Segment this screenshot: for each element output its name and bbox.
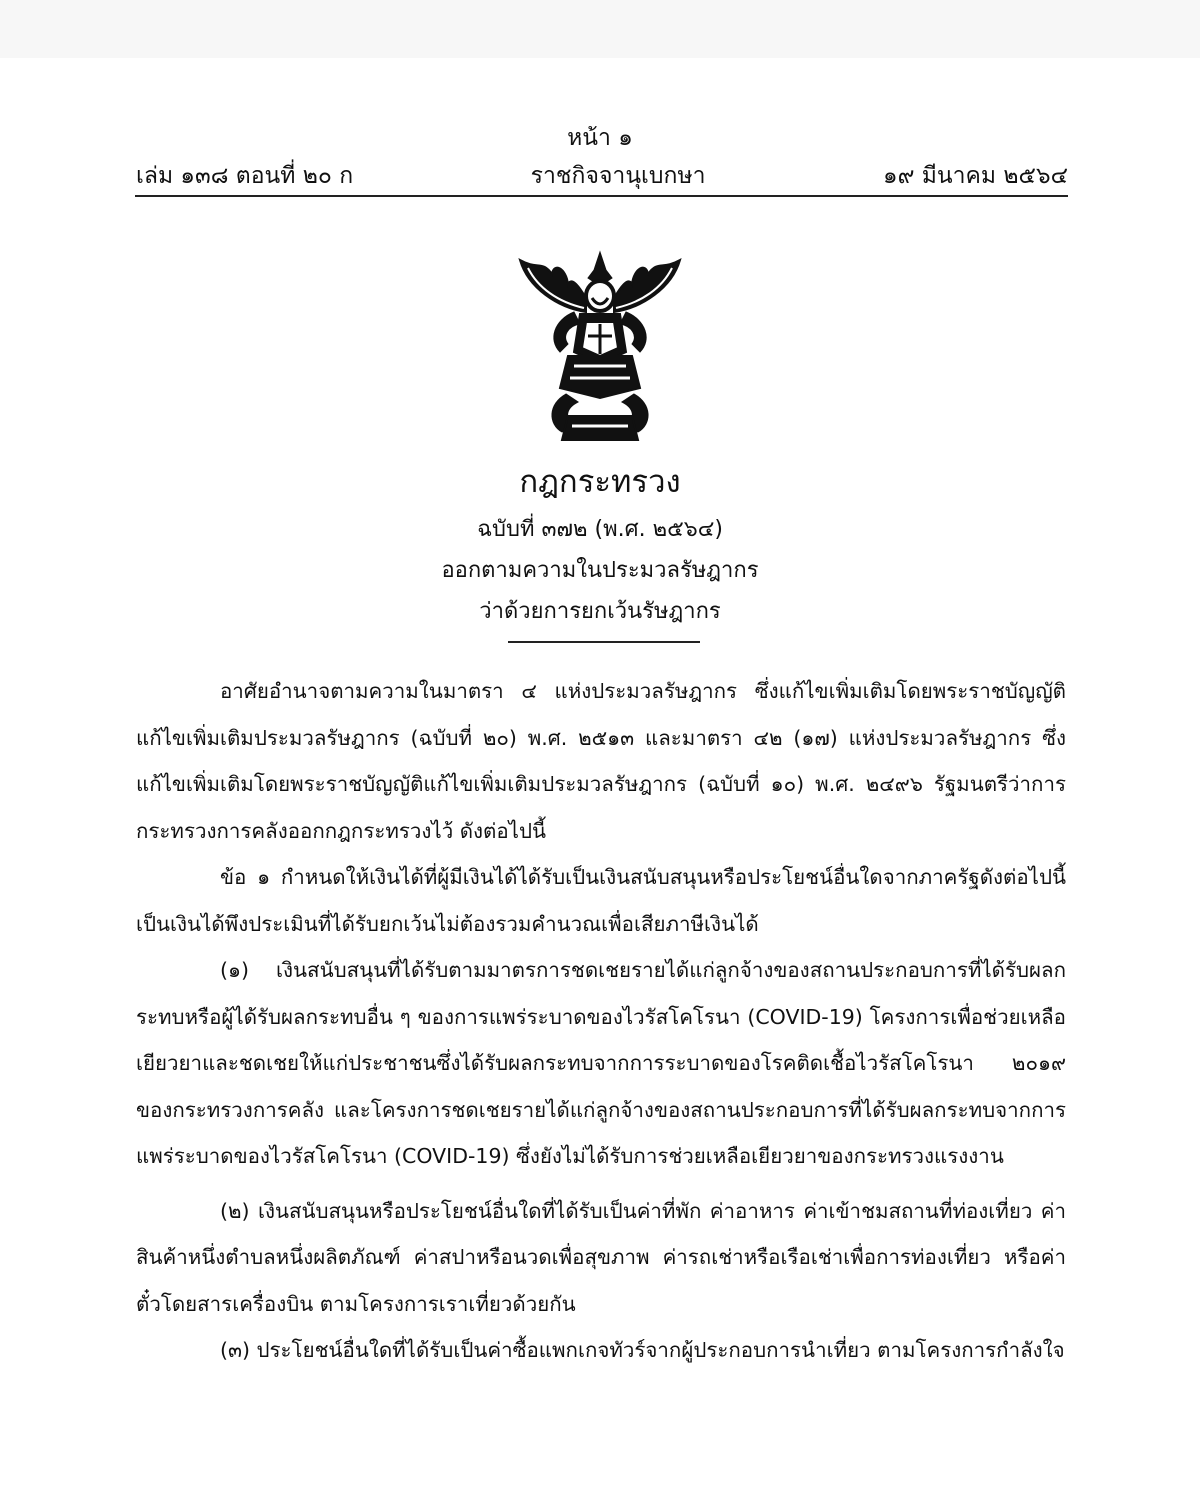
header-divider	[135, 195, 1068, 197]
page-number: หน้า ๑	[567, 125, 633, 151]
gazette-header	[136, 158, 1068, 194]
item-3-paragraph: (๓) ประโยชน์อื่นใดที่ได้รับเป็นค่าซื้อแพกเกจทัวร์จากผู้ประกอบการนำเที่ยว ตามโครงการกำลังใจ	[220, 1338, 1065, 1362]
title-line-1: ออกตามความในประมวลรัษฎากร	[441, 558, 759, 583]
clause-1-paragraph: ข้อ ๑ กำหนดให้เงินได้ที่ผู้มีเงินได้ได้รับเป็นเงินสนับสนุนหรือประโยชน์อื่นใดจากภาครัฐดังต่อไปนี้ เป็นเงินได้พึงประเมินที่ได้รับยกเว้นไม่ต้องรวมคำนวณเพื่อเสียภาษีเงินได้	[136, 865, 1066, 936]
garuda-emblem-icon	[508, 248, 692, 446]
preamble-paragraph: อาศัยอำนาจตามความในมาตรา ๔ แห่งประมวลรัษฎากร ซึ่งแก้ไขเพิ่มเติมโดยพระราชบัญญัติแก้ไขเพิ่มเติมประมวลรัษฎากร (ฉบับที่ ๒๐) พ.ศ. ๒๕๑๓ และมาตรา ๔๒ (๑๗) แห่งประมวลรัษฎากร ซึ่งแก้ไขเพิ่มเติมโดยพระราชบัญญัติแก้ไขเพิ่มเติมประมวลรัษฎากร (ฉบับที่ ๑๐) พ.ศ. ๒๔๙๖ รัฐมนตรีว่าการกระทรวงการคลังออกกฎกระทรวงไว้ ดังต่อไปนี้	[136, 679, 1066, 843]
issue-number: ฉบับที่ ๓๗๒ (พ.ศ. ๒๕๖๔)	[477, 517, 723, 542]
item-2-paragraph: (๒) เงินสนับสนุนหรือประโยชน์อื่นใดที่ได้รับเป็นค่าที่พัก ค่าอาหาร ค่าเข้าชมสถานที่ท่องเที่ยว ค่าสินค้าหนึ่งตำบลหนึ่งผลิตภัณฑ์ ค่าสปาหรือนวดเพื่อสุขภาพ ค่ารถเช่าหรือเรือเช่าเพื่อการท่องเที่ยว หรือค่าตั๋วโดยสารเครื่องบิน ตามโครงการเราเที่ยวด้วยกัน	[136, 1198, 1066, 1316]
volume-issue: เล่ม ๑๓๘ ตอนที่ ๒๐ ก	[136, 163, 354, 189]
gazette-name: ราชกิจจานุเบกษา	[530, 163, 706, 189]
item-1-paragraph: (๑) เงินสนับสนุนที่ได้รับตามมาตรการชดเชยรายได้แก่ลูกจ้างของสถานประกอบการที่ได้รับผลกระทบหรือผู้ได้รับผลกระทบอื่น ๆ ของการแพร่ระบาดของไวรัสโคโรนา (COVID-19) โครงการเพื่อช่วยเหลือเยียวยาและชดเชยให้แก่ประชาชนซึ่งได้รับผลกระทบจากการระบาดของโรคติดเชื้อไวรัสโคโรนา ๒๐๑๙ ของกระทรวงการคลัง และโครงการชดเชยรายได้แก่ลูกจ้างของสถานประกอบการที่ได้รับผลกระทบจากการแพร่ระบาดของไวรัสโคโรนา (COVID-19) ซึ่งยังไม่ได้รับการช่วยเหลือเยียวยาของกระทรวงแรงงาน	[136, 958, 1066, 1168]
regulation-body	[136, 668, 1066, 1374]
title-divider	[508, 641, 700, 643]
publication-date: ๑๙ มีนาคม ๒๕๖๔	[882, 163, 1068, 189]
document-title: กฎกระทรวง	[519, 464, 681, 500]
title-line-2: ว่าด้วยการยกเว้นรัษฎากร	[479, 599, 721, 624]
scan-top-band	[0, 0, 1200, 58]
